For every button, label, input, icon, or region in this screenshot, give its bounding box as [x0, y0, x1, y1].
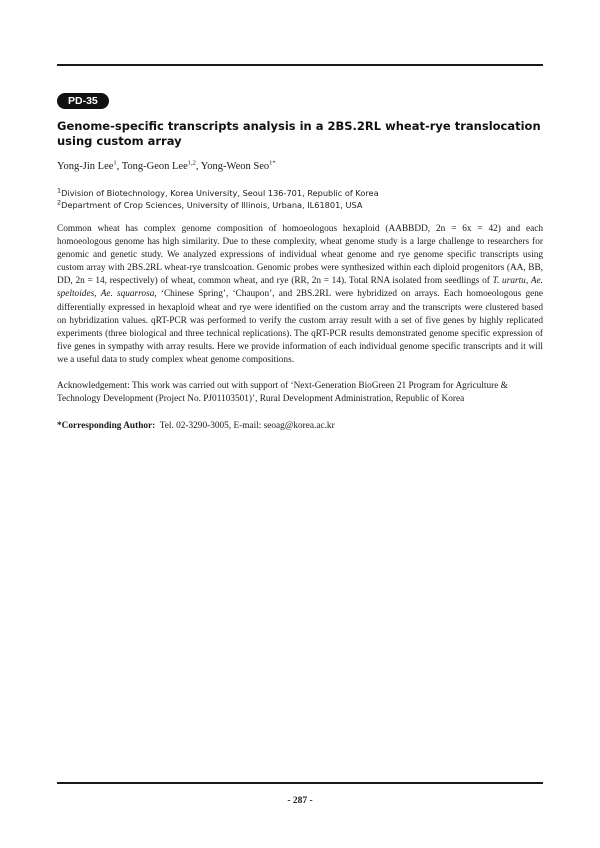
- author-separator: ,: [116, 161, 122, 172]
- affiliation-text: Division of Biotechnology, Korea University, Seoul 136-701, Republic of Korea: [61, 188, 379, 198]
- affiliation-mark: 2: [57, 198, 62, 207]
- paper-title: Genome-specific transcripts analysis in a 2BS.2RL wheat-rye translocation using custom array: [57, 119, 541, 148]
- affiliation-line: [57, 187, 543, 199]
- author-name: Yong-Weon Seo: [200, 161, 270, 172]
- species-name: Ae. speltoides: [57, 276, 543, 300]
- corresponding-author-label: *Corresponding Author:: [57, 421, 156, 431]
- species-name: Ae. squarrosa: [100, 289, 155, 300]
- author-name: Yong-Jin Lee: [57, 161, 114, 172]
- header-rule: [57, 64, 543, 66]
- abstract-text: , ‘Chinese Spring’, ‘Chaupon’, and 2BS.2RL were hybridized on arrays. Each homoeologous gene differentially expressed in hexaploid wheat and rye were identified on the custom array and the transcripts were clustered based on hybridization values. qRT-PCR was performed to verify the custom array result with a set of five genes by highly replicated experiments (three biological and three technical replications). The qRT-PCR results demonstrated genome specific expression of five genes in sympathy with array results. Here we provide information of each individual genome specific transcripts and it will we a useful data to study complex wheat genome compositions.: [57, 289, 543, 365]
- author-name: Tong-Geon Lee: [121, 161, 188, 172]
- corresponding-author-contact: Tel. 02-3290-3005, E-mail: seoag@korea.ac.kr: [155, 421, 335, 431]
- page-number: - 287 -: [287, 796, 313, 806]
- author-list: [57, 160, 543, 174]
- affiliation-line: [57, 199, 543, 211]
- abstract-text: ,: [94, 289, 101, 300]
- author-separator: ,: [195, 161, 201, 172]
- species-name: T. urartu: [492, 276, 526, 287]
- corresponding-author: [57, 420, 543, 433]
- author-affiliation-mark: 1: [113, 159, 117, 167]
- affiliation-text: Department of Crop Sciences, University of Illinois, Urbana, IL61801, USA: [61, 200, 363, 210]
- footer-rule: [57, 782, 543, 784]
- abstract-text: ,: [525, 276, 531, 287]
- acknowledgement: Acknowledgement: This work was carried out with support of ‘Next-Generation BioGreen 21 Program for Agriculture & Technology Development (Project No. PJ01103501)’, Rural Development Administration, Republic of Korea: [57, 381, 508, 405]
- author-affiliation-mark: 1*: [269, 159, 276, 167]
- abstract-text: Common wheat has complex genome composition of homoeologous hexaploid (AABBDD, 2n = 6x = 42) and each homoeologous genome has high similarity. Due to these complexity, wheat genome study is a large challenge to researchers for genomic and genetic study. We analyzed expressions of individual wheat genome and rye genome specific transcripts using custom array with 2BS.2RL wheat-rye translcoation. Genomic probes were synthesized within each diploid progenitors (AA, BB, DD, 2n = 14, respectively) of wheat, common wheat, and rye (RR, 2n = 14). Total RNA isolated from seedlings of: [57, 224, 543, 287]
- author-affiliation-mark: 1,2: [187, 159, 196, 167]
- affiliation-mark: 1: [57, 186, 62, 195]
- abstract-id-badge: PD-35: [57, 93, 109, 109]
- abstract-body: [57, 223, 543, 367]
- affiliation-list: [57, 187, 543, 211]
